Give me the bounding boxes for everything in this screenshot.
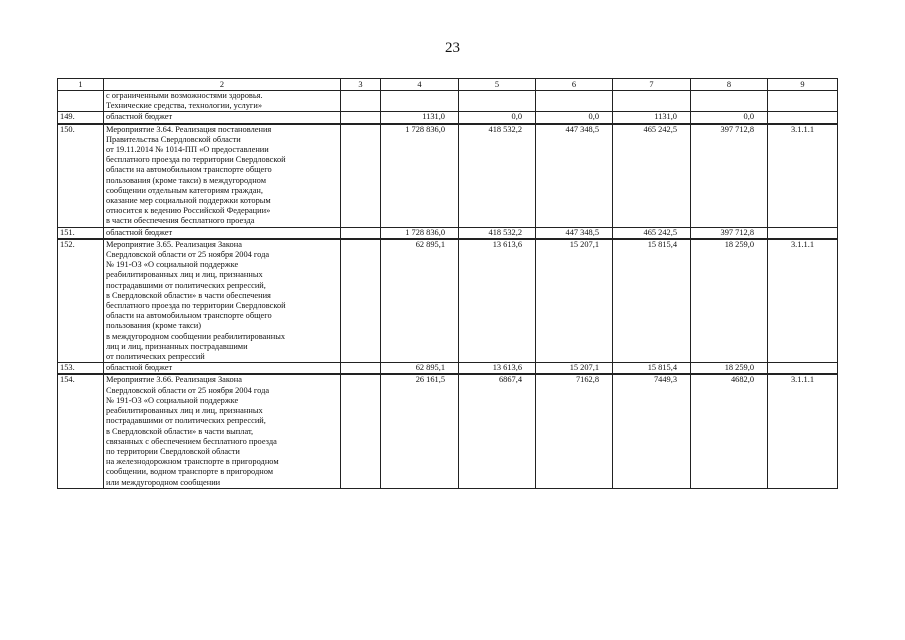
row-description	[104, 363, 341, 375]
cell-col-6	[536, 91, 613, 112]
table-row	[58, 239, 838, 363]
description-line: от 19.11.2014 № 1014-ПП «О предоставлении	[106, 145, 269, 155]
row-description	[104, 227, 341, 239]
cell-col-7	[613, 91, 691, 112]
cell-col-3	[341, 239, 381, 363]
row-number: 152.	[58, 239, 104, 363]
cell-col-4: 26 161,5	[381, 374, 459, 488]
cell-col-8: 397 712,8	[691, 227, 768, 239]
cell-col-5: 0,0	[459, 112, 536, 124]
cell-col-5: 6867,4	[459, 374, 536, 488]
table-row	[58, 363, 838, 375]
row-description	[104, 91, 341, 112]
description-line: области на автомобильном транспорте общего	[106, 311, 272, 321]
description-line: с ограниченными возможностями здоровья.	[106, 91, 263, 100]
header-cell: 6	[536, 79, 613, 91]
description-line: Мероприятие 3.65. Реализация Закона	[106, 239, 242, 249]
cell-col-8: 18 259,0	[691, 239, 768, 363]
row-number: 150.	[58, 124, 104, 228]
header-cell: 1	[58, 79, 104, 91]
description-line: бесплатного проезда по территории Свердловской	[106, 301, 286, 311]
cell-col-6: 0,0	[536, 112, 613, 124]
description-line: оказание мер социальной поддержки которым	[106, 196, 271, 206]
description-line: реабилитированных лиц и лиц, признанных	[106, 270, 263, 280]
row-description	[104, 239, 341, 363]
description-line: лиц и лиц, признанных пострадавшими	[106, 341, 248, 351]
cell-col-4: 1 728 836,0	[381, 227, 459, 239]
cell-col-5	[459, 91, 536, 112]
cell-col-7: 1131,0	[613, 112, 691, 124]
cell-col-6: 447 348,5	[536, 124, 613, 228]
cell-col-4	[381, 91, 459, 112]
cell-col-3	[341, 124, 381, 228]
description-line: бесплатного проезда по территории Свердловской	[106, 155, 286, 165]
table-row	[58, 227, 838, 239]
description-line: от политических репрессий	[106, 352, 205, 362]
cell-col-6: 15 207,1	[536, 239, 613, 363]
cell-col-6: 15 207,1	[536, 363, 613, 375]
cell-col-6: 7162,8	[536, 374, 613, 488]
row-number: 149.	[58, 112, 104, 124]
header-cell: 3	[341, 79, 381, 91]
header-cell: 8	[691, 79, 768, 91]
cell-col-9: 3.1.1.1	[768, 124, 838, 228]
cell-col-8: 4682,0	[691, 374, 768, 488]
cell-col-8: 0,0	[691, 112, 768, 124]
table-row	[58, 91, 838, 112]
description-line: пользования (кроме такси)	[106, 321, 201, 331]
cell-col-4: 62 895,1	[381, 363, 459, 375]
budget-table	[57, 78, 838, 489]
cell-col-7: 7449,3	[613, 374, 691, 488]
cell-col-3	[341, 91, 381, 112]
row-number: 153.	[58, 363, 104, 375]
description-line: Мероприятие 3.64. Реализация постановления	[106, 124, 272, 134]
description-line: реабилитированных лиц и лиц, признанных	[106, 406, 263, 416]
header-cell: 9	[768, 79, 838, 91]
description-line: связанных с обеспечением бесплатного проезда	[106, 436, 277, 446]
header-cell: 4	[381, 79, 459, 91]
table-row	[58, 124, 838, 228]
description-line: Мероприятие 3.66. Реализация Закона	[106, 375, 242, 385]
description-line: областной бюджет	[106, 112, 173, 122]
table-row	[58, 112, 838, 124]
cell-col-9	[768, 91, 838, 112]
description-line: относится к ведению Российской Федерации»	[106, 206, 271, 216]
cell-col-9	[768, 112, 838, 124]
description-line: пострадавшими от политических репрессий,	[106, 280, 266, 290]
cell-col-3	[341, 363, 381, 375]
header-cell: 5	[459, 79, 536, 91]
description-line: в Свердловской области» в части выплат,	[106, 426, 254, 436]
description-line: Свердловской области от 25 ноября 2004 года	[106, 385, 270, 395]
cell-col-4: 1131,0	[381, 112, 459, 124]
cell-col-3	[341, 374, 381, 488]
cell-col-7: 465 242,5	[613, 227, 691, 239]
cell-col-9: 3.1.1.1	[768, 374, 838, 488]
description-line: областной бюджет	[106, 227, 173, 237]
cell-col-7: 465 242,5	[613, 124, 691, 228]
cell-col-6: 447 348,5	[536, 227, 613, 239]
header-cell: 7	[613, 79, 691, 91]
description-line: пострадавшими от политических репрессий,	[106, 416, 266, 426]
cell-col-4: 62 895,1	[381, 239, 459, 363]
cell-col-4: 1 728 836,0	[381, 124, 459, 228]
row-number: 151.	[58, 227, 104, 239]
row-description	[104, 374, 341, 488]
header-cell: 2	[104, 79, 341, 91]
cell-col-9	[768, 227, 838, 239]
row-description	[104, 124, 341, 228]
description-line: Технические средства, технологии, услуги»	[106, 101, 263, 111]
description-line: пользования (кроме такси) в междугородном	[106, 175, 266, 185]
description-line: на железнодорожном транспорте в пригородном	[106, 457, 279, 467]
description-line: Свердловской области от 25 ноября 2004 года	[106, 250, 270, 260]
cell-col-5: 418 532,2	[459, 227, 536, 239]
description-line: в междугородном сообщении реабилитированных	[106, 331, 286, 341]
cell-col-3	[341, 227, 381, 239]
description-line: области на автомобильном транспорте общего	[106, 165, 272, 175]
cell-col-3	[341, 112, 381, 124]
cell-col-5: 13 613,6	[459, 363, 536, 375]
cell-col-5: 13 613,6	[459, 239, 536, 363]
description-line: или междугородном сообщении	[106, 477, 221, 487]
description-line: сообщении отдельным категориям граждан,	[106, 185, 263, 195]
cell-col-9	[768, 363, 838, 375]
cell-col-8	[691, 91, 768, 112]
description-line: в части обеспечения бесплатного проезда	[106, 216, 255, 226]
table-row	[58, 374, 838, 488]
description-line: по территории Свердловской области	[106, 446, 240, 456]
row-number	[58, 91, 104, 112]
row-number: 154.	[58, 374, 104, 488]
row-description	[104, 112, 341, 124]
page-number: 23	[445, 40, 460, 56]
description-line: Правительства Свердловской области	[106, 134, 241, 144]
description-line: областной бюджет	[106, 363, 173, 373]
cell-col-8: 397 712,8	[691, 124, 768, 228]
cell-col-5: 418 532,2	[459, 124, 536, 228]
description-line: сообщении, водном транспорте в пригородном	[106, 467, 274, 477]
table-header-row	[58, 79, 838, 91]
cell-col-7: 15 815,4	[613, 363, 691, 375]
description-line: № 191-ОЗ «О социальной поддержке	[106, 395, 239, 405]
cell-col-8: 18 259,0	[691, 363, 768, 375]
description-line: № 191-ОЗ «О социальной поддержке	[106, 260, 239, 270]
cell-col-7: 15 815,4	[613, 239, 691, 363]
cell-col-9: 3.1.1.1	[768, 239, 838, 363]
description-line: в Свердловской области» в части обеспечения	[106, 290, 271, 300]
